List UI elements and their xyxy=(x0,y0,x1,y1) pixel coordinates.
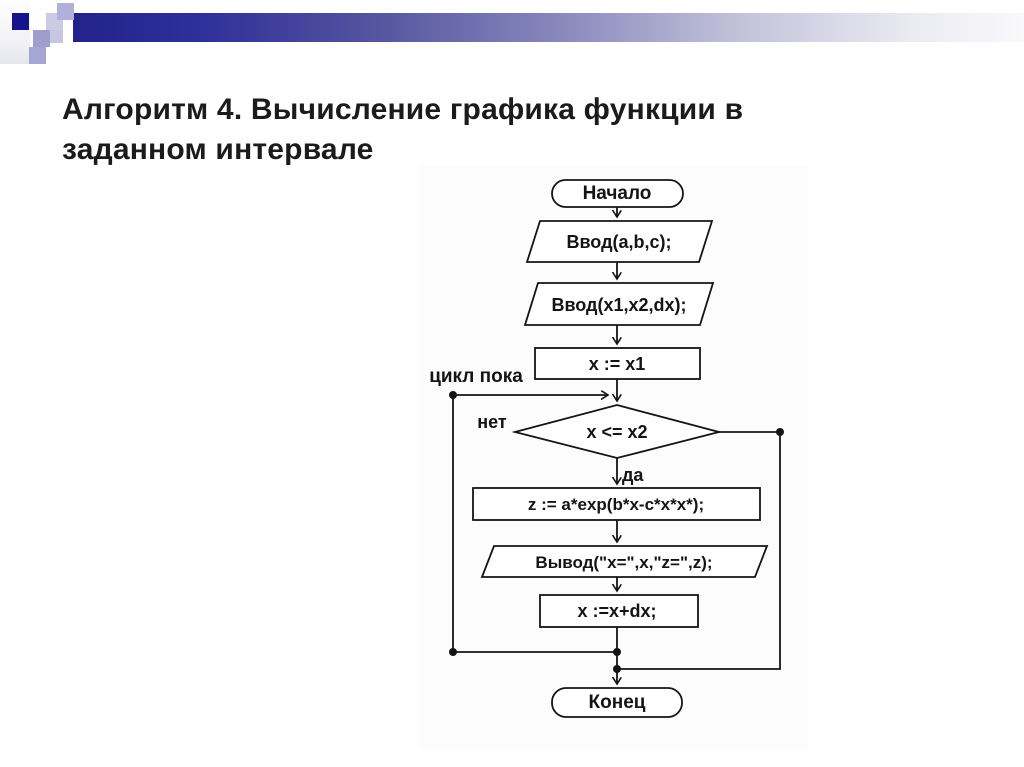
junction-dot-exit-merge xyxy=(613,665,621,673)
node-condition-label: x <= x2 xyxy=(586,422,648,442)
junction-dot-right-rail xyxy=(776,428,784,436)
flowchart xyxy=(420,165,810,750)
node-increment-label: x :=x+dx; xyxy=(577,601,657,621)
slide-title-line1: Алгоритм 4. Вычисление графика функции в xyxy=(62,93,744,126)
deco-square-light-2 xyxy=(50,30,63,43)
header-gradient-bar xyxy=(73,13,1024,42)
node-output-label: Вывод("x=",x,"z=",z); xyxy=(535,553,713,572)
branch-yes-label: да xyxy=(622,465,644,485)
slide-title xyxy=(62,90,962,170)
header-left-strip xyxy=(0,0,30,64)
node-start-label: Начало xyxy=(582,183,652,204)
slide-title-line2: заданном интервале xyxy=(62,133,374,166)
loop-while-label: цикл пока xyxy=(429,366,523,387)
deco-square-mid-3 xyxy=(29,47,46,64)
node-input2-label: Ввод(x1,x2,dx); xyxy=(551,295,687,315)
junction-dot-main-bottom xyxy=(613,648,621,656)
deco-square-mid-1 xyxy=(57,3,74,20)
junction-dot-loop-bottom xyxy=(449,648,457,656)
node-input1-label: Ввод(a,b,c); xyxy=(566,232,672,252)
node-compute-label: z := a*exp(b*x-c*x*x*); xyxy=(527,495,705,514)
node-end-label: Конец xyxy=(588,692,646,713)
node-init-label: x := x1 xyxy=(588,354,646,374)
deco-square-mid-2 xyxy=(33,30,50,47)
deco-square-dark xyxy=(12,13,29,30)
branch-no-label: нет xyxy=(477,412,507,432)
junction-dot-loop-top xyxy=(449,391,457,399)
